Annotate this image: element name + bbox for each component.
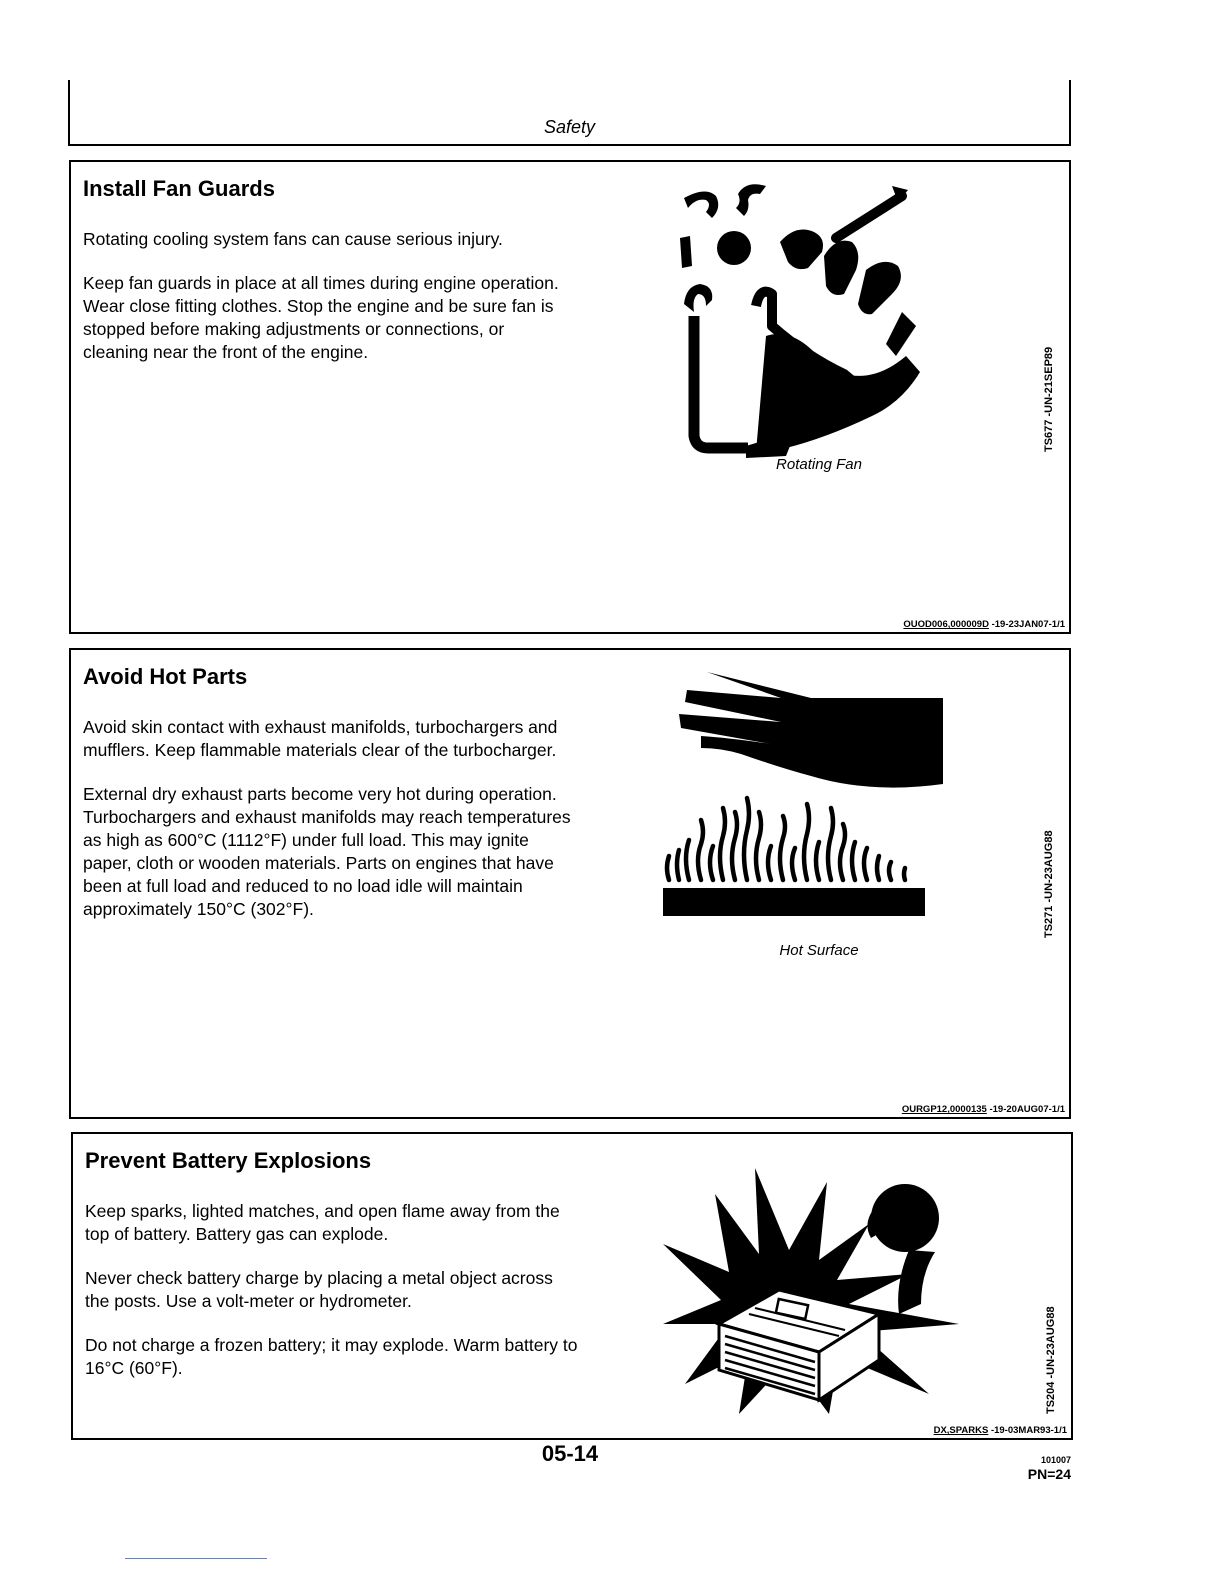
paragraph: Keep fan guards in place at all times during engine operation. Wear close fitting clothes. Stop the engine and be sure fan is stopped before making adjustments or connections, or cleaning near the front of the engine. <box>83 273 559 362</box>
section-body <box>83 228 573 385</box>
figure-code: TS271 -UN-23AUG88 <box>1043 830 1055 938</box>
paragraph: Do not charge a frozen battery; it may explode. Warm battery to 16°C (60°F). <box>85 1335 578 1378</box>
section-title: Prevent Battery Explosions <box>85 1148 372 1173</box>
footer-ref: DX,SPARKS <box>933 1425 989 1436</box>
figure-code: TS204 -UN-23AUG88 <box>1045 1306 1057 1414</box>
page-header <box>68 80 1071 146</box>
figure-caption: Hot Surface <box>779 942 859 959</box>
section-footer-code <box>934 1425 1067 1436</box>
bottom-divider <box>125 1558 267 1559</box>
battery-explosion-icon <box>659 1164 969 1424</box>
section-avoid-hot-parts <box>69 648 1071 1119</box>
hot-surface-hand-icon <box>661 668 951 918</box>
footer-suffix: -19-20AUG07-1/1 <box>989 1104 1065 1115</box>
document-code: 101007 <box>1040 1455 1071 1465</box>
paragraph: Avoid skin contact with exhaust manifolds, turbochargers and mufflers. Keep flammable materials clear of the turbocharger. <box>83 717 558 760</box>
section-body <box>83 716 575 942</box>
figure-caption: Rotating Fan <box>776 456 862 473</box>
section-title: Install Fan Guards <box>83 176 275 201</box>
section-footer-code <box>903 619 1065 630</box>
paragraph: Never check battery charge by placing a metal object across the posts. Use a volt-meter or hydrometer. <box>85 1268 553 1311</box>
paragraph: Keep sparks, lighted matches, and open flame away from the top of battery. Battery gas can explode. <box>85 1201 560 1244</box>
footer-ref: OUOD006,000009D <box>903 619 989 630</box>
figure-code: TS677 -UN-21SEP89 <box>1043 346 1055 452</box>
section-install-fan-guards <box>69 160 1071 634</box>
section-footer-code <box>902 1104 1065 1115</box>
paragraph: External dry exhaust parts become very hot during operation. Turbochargers and exhaust manifolds may reach temperatures as high as 600°C (1112°F) under full load. This may ignite paper, cloth or wooden materials. Parts on engines that have been at full load and reduced to no load idle will maintain approximately 150°C (302°F). <box>83 784 571 919</box>
paragraph: Rotating cooling system fans can cause serious injury. <box>83 229 503 249</box>
section-title: Avoid Hot Parts <box>83 664 248 689</box>
footer-ref: OURGP12,0000135 <box>901 1104 987 1115</box>
footer-suffix: -19-23JAN07-1/1 <box>991 619 1065 630</box>
rotating-fan-hand-icon <box>676 176 956 466</box>
page-number: 05-14 <box>541 1441 599 1466</box>
footer-suffix: -19-03MAR93-1/1 <box>990 1425 1067 1436</box>
page-header-title: Safety <box>543 117 596 137</box>
section-prevent-battery-explosions <box>71 1132 1073 1440</box>
section-body <box>85 1200 580 1401</box>
page-pn: PN=24 <box>1027 1466 1071 1482</box>
